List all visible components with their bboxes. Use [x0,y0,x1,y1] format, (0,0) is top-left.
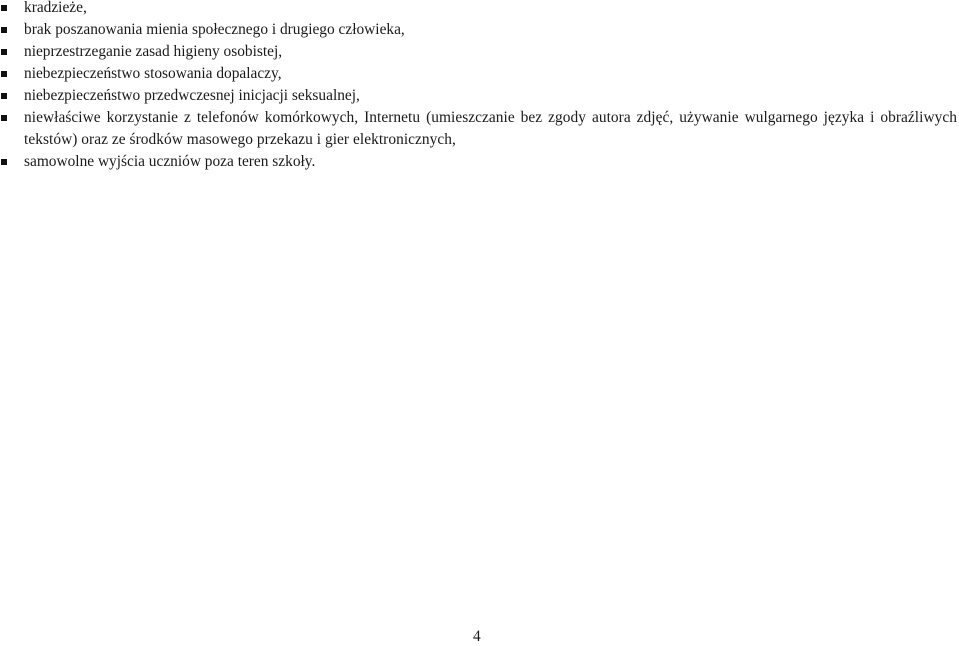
square-bullet-icon [1,49,7,55]
list-item-text: nieprzestrzeganie zasad higieny osobistej, [24,43,283,60]
square-bullet-icon [1,5,7,11]
list-item [0,107,957,151]
square-bullet-icon [1,93,7,99]
list-item-text: samowolne wyjścia uczniów poza teren szkoły. [24,153,316,170]
bullet-list [0,0,957,173]
square-bullet-icon [1,27,7,33]
list-item [0,85,957,107]
list-item-text: niewłaściwe korzystanie z telefonów komórkowych, Internetu (umieszczanie bez zgody autora zdjęć, używanie wulgarnego języka i obraźliwych tekstów) oraz ze środków masowego przekazu i gier elektronicznych, [24,109,957,148]
list-item [0,151,957,173]
list-item [0,0,957,19]
page-number: 4 [473,628,481,645]
square-bullet-icon [1,115,7,121]
list-item [0,63,957,85]
list-item-text: kradzieże, [24,0,87,16]
list-item [0,41,957,63]
square-bullet-icon [1,159,7,165]
square-bullet-icon [1,71,7,77]
list-item-text: niebezpieczeństwo stosowania dopalaczy, [24,65,282,82]
list-item [0,19,957,41]
list-item-text: niebezpieczeństwo przedwczesnej inicjacji seksualnej, [24,87,360,104]
list-item-text: brak poszanowania mienia społecznego i drugiego człowieka, [24,21,405,38]
